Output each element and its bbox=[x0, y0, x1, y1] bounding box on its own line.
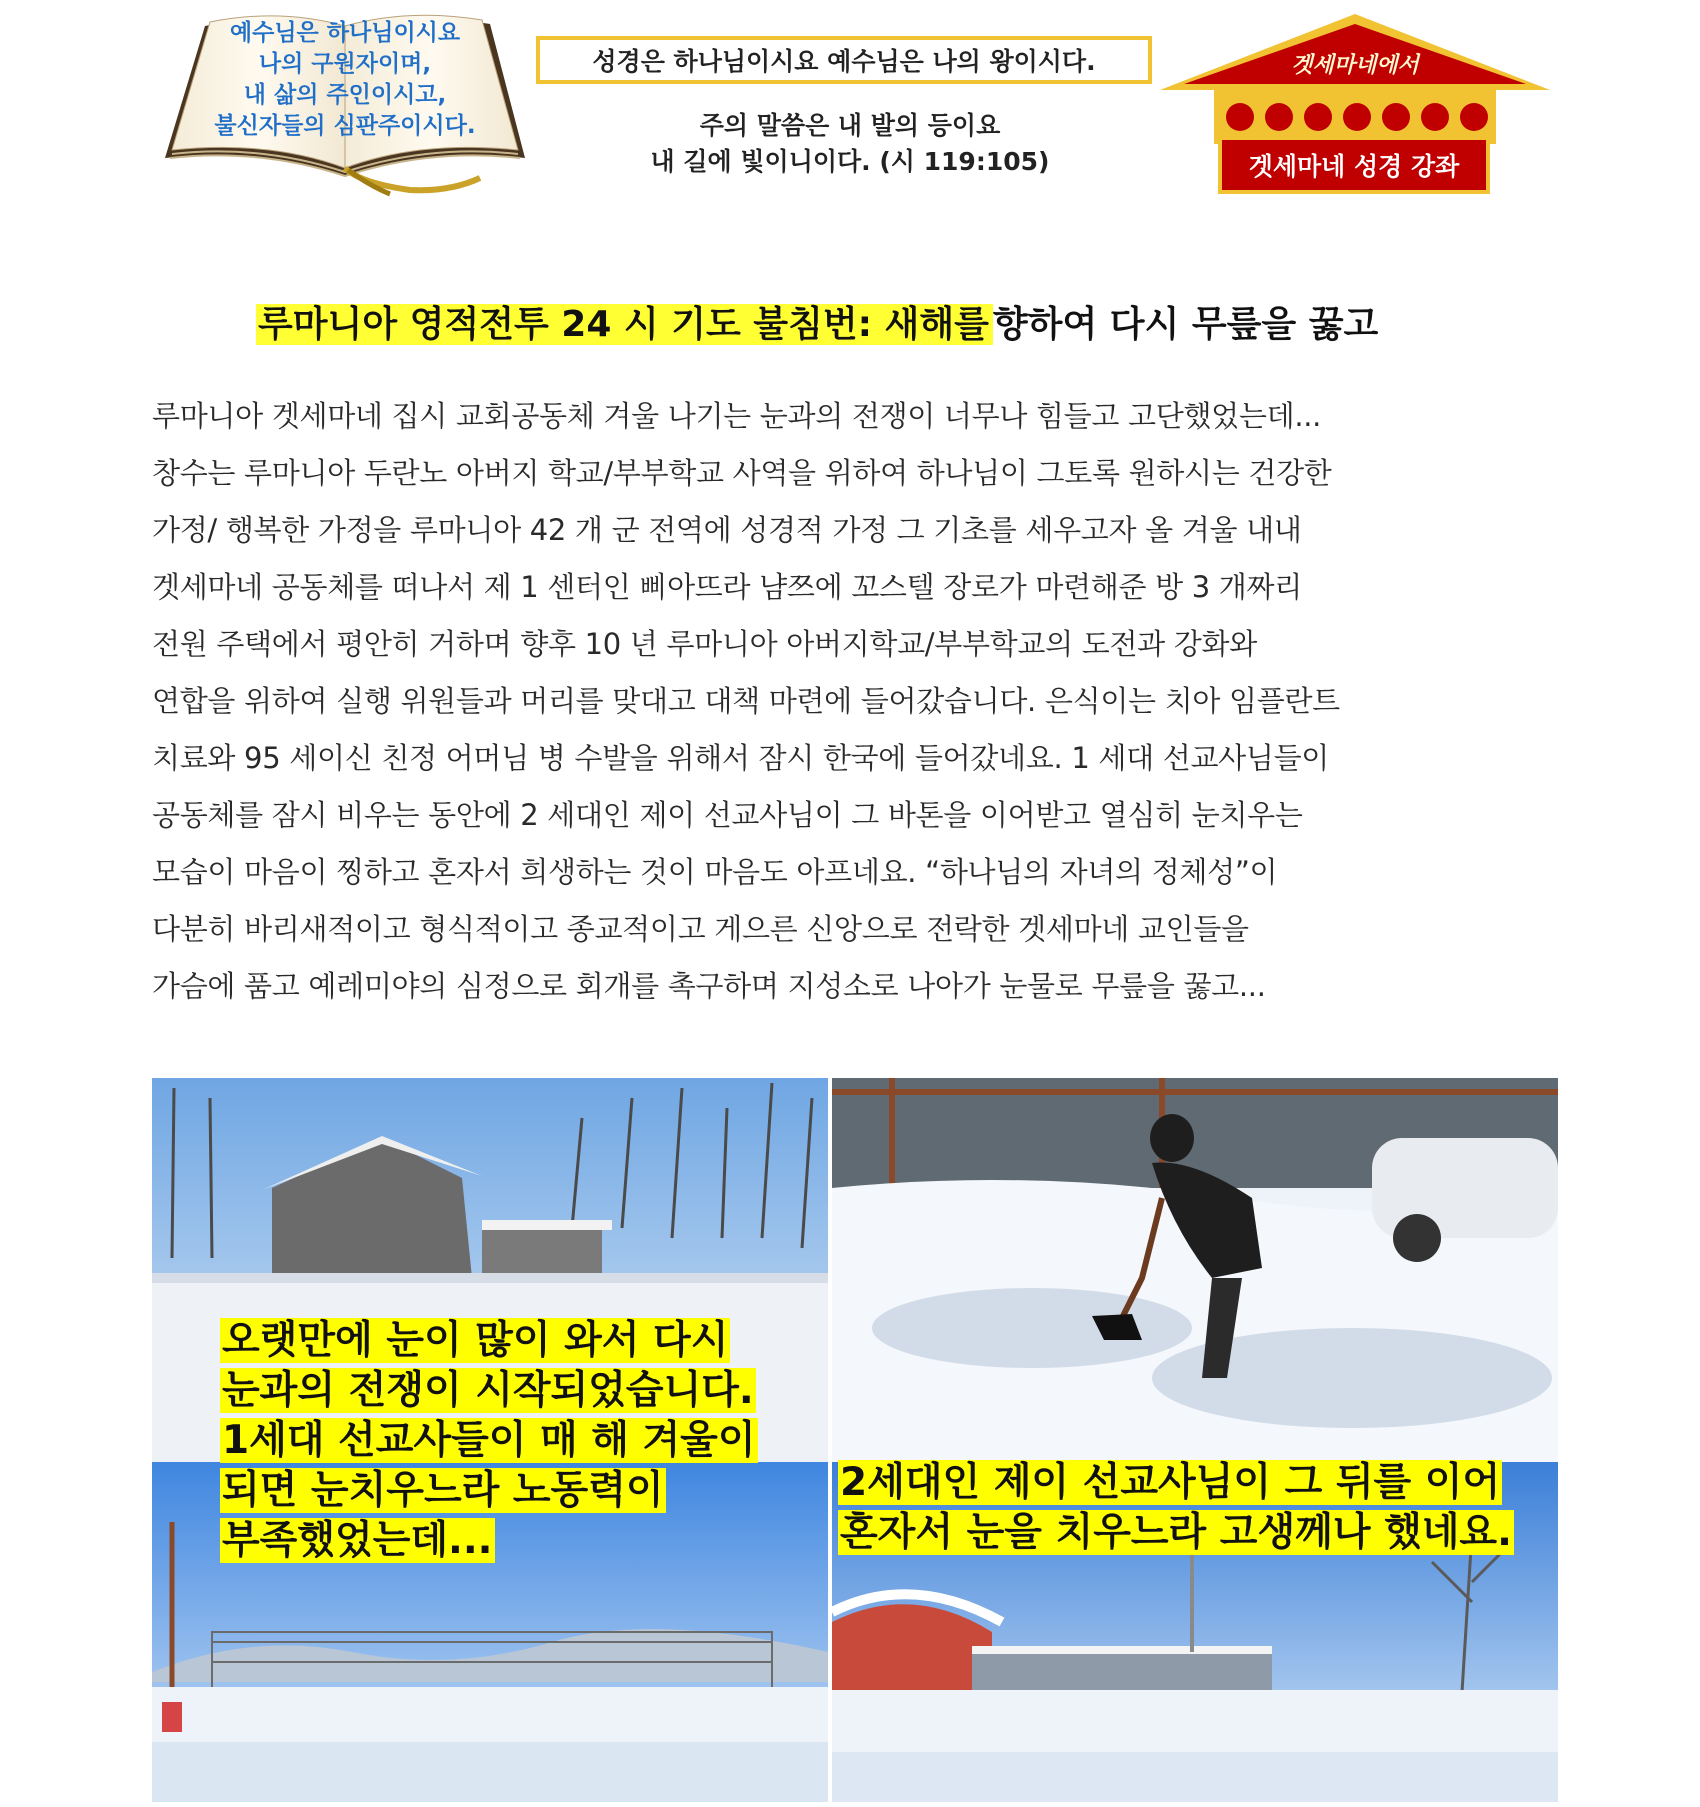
verse-line: 주의 말씀은 내 발의 등이요 bbox=[699, 111, 1001, 140]
temple-top-label: 겟세마네에서 bbox=[1291, 53, 1419, 78]
caption-left-line: 오랫만에 눈이 많이 와서 다시 bbox=[222, 1318, 729, 1363]
title-highlighted: 루마니아 영적전투 24 시 기도 불침번: 새해를 bbox=[256, 304, 993, 345]
bible-line: 내 삶의 주인이시고, bbox=[243, 82, 447, 108]
body-line: 루마니아 겟세마네 집시 교회공동체 겨울 나기는 눈과의 전쟁이 너무나 힘들고 고단했었는데... bbox=[152, 399, 1322, 433]
bible-logo bbox=[160, 8, 530, 198]
caption-right bbox=[838, 1458, 1514, 1558]
caption-right-line: 2세대인 제이 선교사님이 그 뒤를 이어 bbox=[840, 1460, 1501, 1505]
body-line: 다분히 바리새적이고 형식적이고 종교적이고 게으른 신앙으로 전락한 겟세마네 교인들을 bbox=[152, 912, 1249, 946]
title-rest: 향하여 다시 무릎을 꿇고 bbox=[992, 304, 1379, 345]
bible-line: 불신자들의 심판주이시다. bbox=[214, 113, 476, 139]
body-line: 겟세마네 공동체를 떠나서 제 1 센터인 삐아뜨라 냠쯔에 꼬스텔 장로가 마련해준 방 3 개짜리 bbox=[152, 570, 1302, 604]
caption-left-line: 되면 눈치우느라 노동력이 bbox=[222, 1468, 664, 1513]
caption-right-line: 혼자서 눈을 치우느라 고생께나 했네요. bbox=[840, 1510, 1512, 1555]
caption-left-line: 눈과의 전쟁이 시작되었습니다. bbox=[222, 1368, 754, 1413]
caption-left-line: 1세대 선교사들이 매 해 겨울이 bbox=[222, 1418, 756, 1463]
temple-logo bbox=[1160, 12, 1550, 202]
temple-label: 겟세마네 성경 강좌 bbox=[1218, 136, 1490, 194]
body-line: 모습이 마음이 찡하고 혼자서 희생하는 것이 마음도 아프네요. “하나님의 자녀의 정체성”이 bbox=[152, 855, 1278, 889]
photo-shoveling-snow bbox=[832, 1078, 1558, 1462]
body-line: 연합을 위하여 실행 위원들과 머리를 맞대고 대책 마련에 들어갔습니다. 은식이는 치아 임플란트 bbox=[152, 684, 1340, 718]
body-line: 가슴에 품고 예레미야의 심정으로 회개를 촉구하며 지성소로 나아가 눈물로 무릎을 꿇고... bbox=[152, 969, 1266, 1003]
body-line: 전원 주택에서 평안히 거하며 향후 10 년 루마니아 아버지학교/부부학교의 도전과 강화와 bbox=[152, 627, 1257, 661]
bible-line: 나의 구원자이며, bbox=[258, 51, 432, 77]
bible-verse bbox=[560, 108, 1140, 180]
body-line: 치료와 95 세이신 친정 어머님 병 수발을 위해서 잠시 한국에 들어갔네요. 1 세대 선교사님들이 bbox=[152, 741, 1330, 775]
body-line: 창수는 루마니아 두란노 아버지 학교/부부학교 사역을 위하여 하나님이 그토록 원하시는 건강한 bbox=[152, 456, 1332, 490]
bible-caption bbox=[185, 18, 505, 142]
motto-box: 성경은 하나님이시요 예수님은 나의 왕이시다. bbox=[536, 36, 1152, 84]
verse-line: 내 길에 빛이니이다. (시 119:105) bbox=[650, 147, 1050, 176]
caption-left bbox=[220, 1316, 758, 1566]
article-body bbox=[152, 388, 1572, 1015]
body-line: 가정/ 행복한 가정을 루마니아 42 개 군 전역에 성경적 가정 그 기초를 세우고자 올 겨울 내내 bbox=[152, 513, 1302, 547]
bible-line: 예수님은 하나님이시요 bbox=[229, 20, 461, 46]
body-line: 공동체를 잠시 비우는 동안에 2 세대인 제이 선교사님이 그 바톤을 이어받고 열심히 눈치우는 bbox=[152, 798, 1303, 832]
page-title bbox=[256, 294, 1378, 356]
caption-left-line: 부족했었는데... bbox=[222, 1518, 493, 1563]
